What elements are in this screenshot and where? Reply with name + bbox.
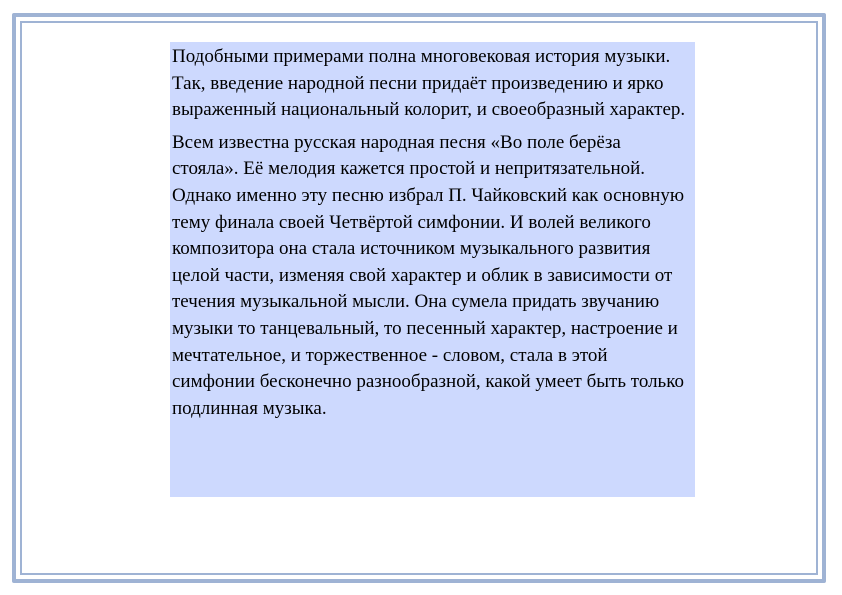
text-box	[170, 42, 695, 497]
paragraph-1: Подобными примерами полна многовековая история музыки. Так, введение народной песни придаёт произведению и ярко выраженный национальный колорит, и своеобразный характер.	[172, 46, 686, 121]
paragraph-2: Всем известна русская народная песня «Во поле берёза стояла». Её мелодия кажется простой и непритязательной. Однако именно эту песню избрал П. Чайковский как основную тему финала своей Четвёртой симфонии. И волей великого композитора она стала источником музыкального развития целой части, изменяя свой характер и облик в зависимости от течения музыкальной мысли. Она сумела придать звучанию музыки то танцевальный, то песенный характер, настроение и мечтательное, и торжественное - словом, стала в этой симфонии бесконечно разнообразной, какой умеет быть только подлинная музыка.	[172, 131, 685, 419]
